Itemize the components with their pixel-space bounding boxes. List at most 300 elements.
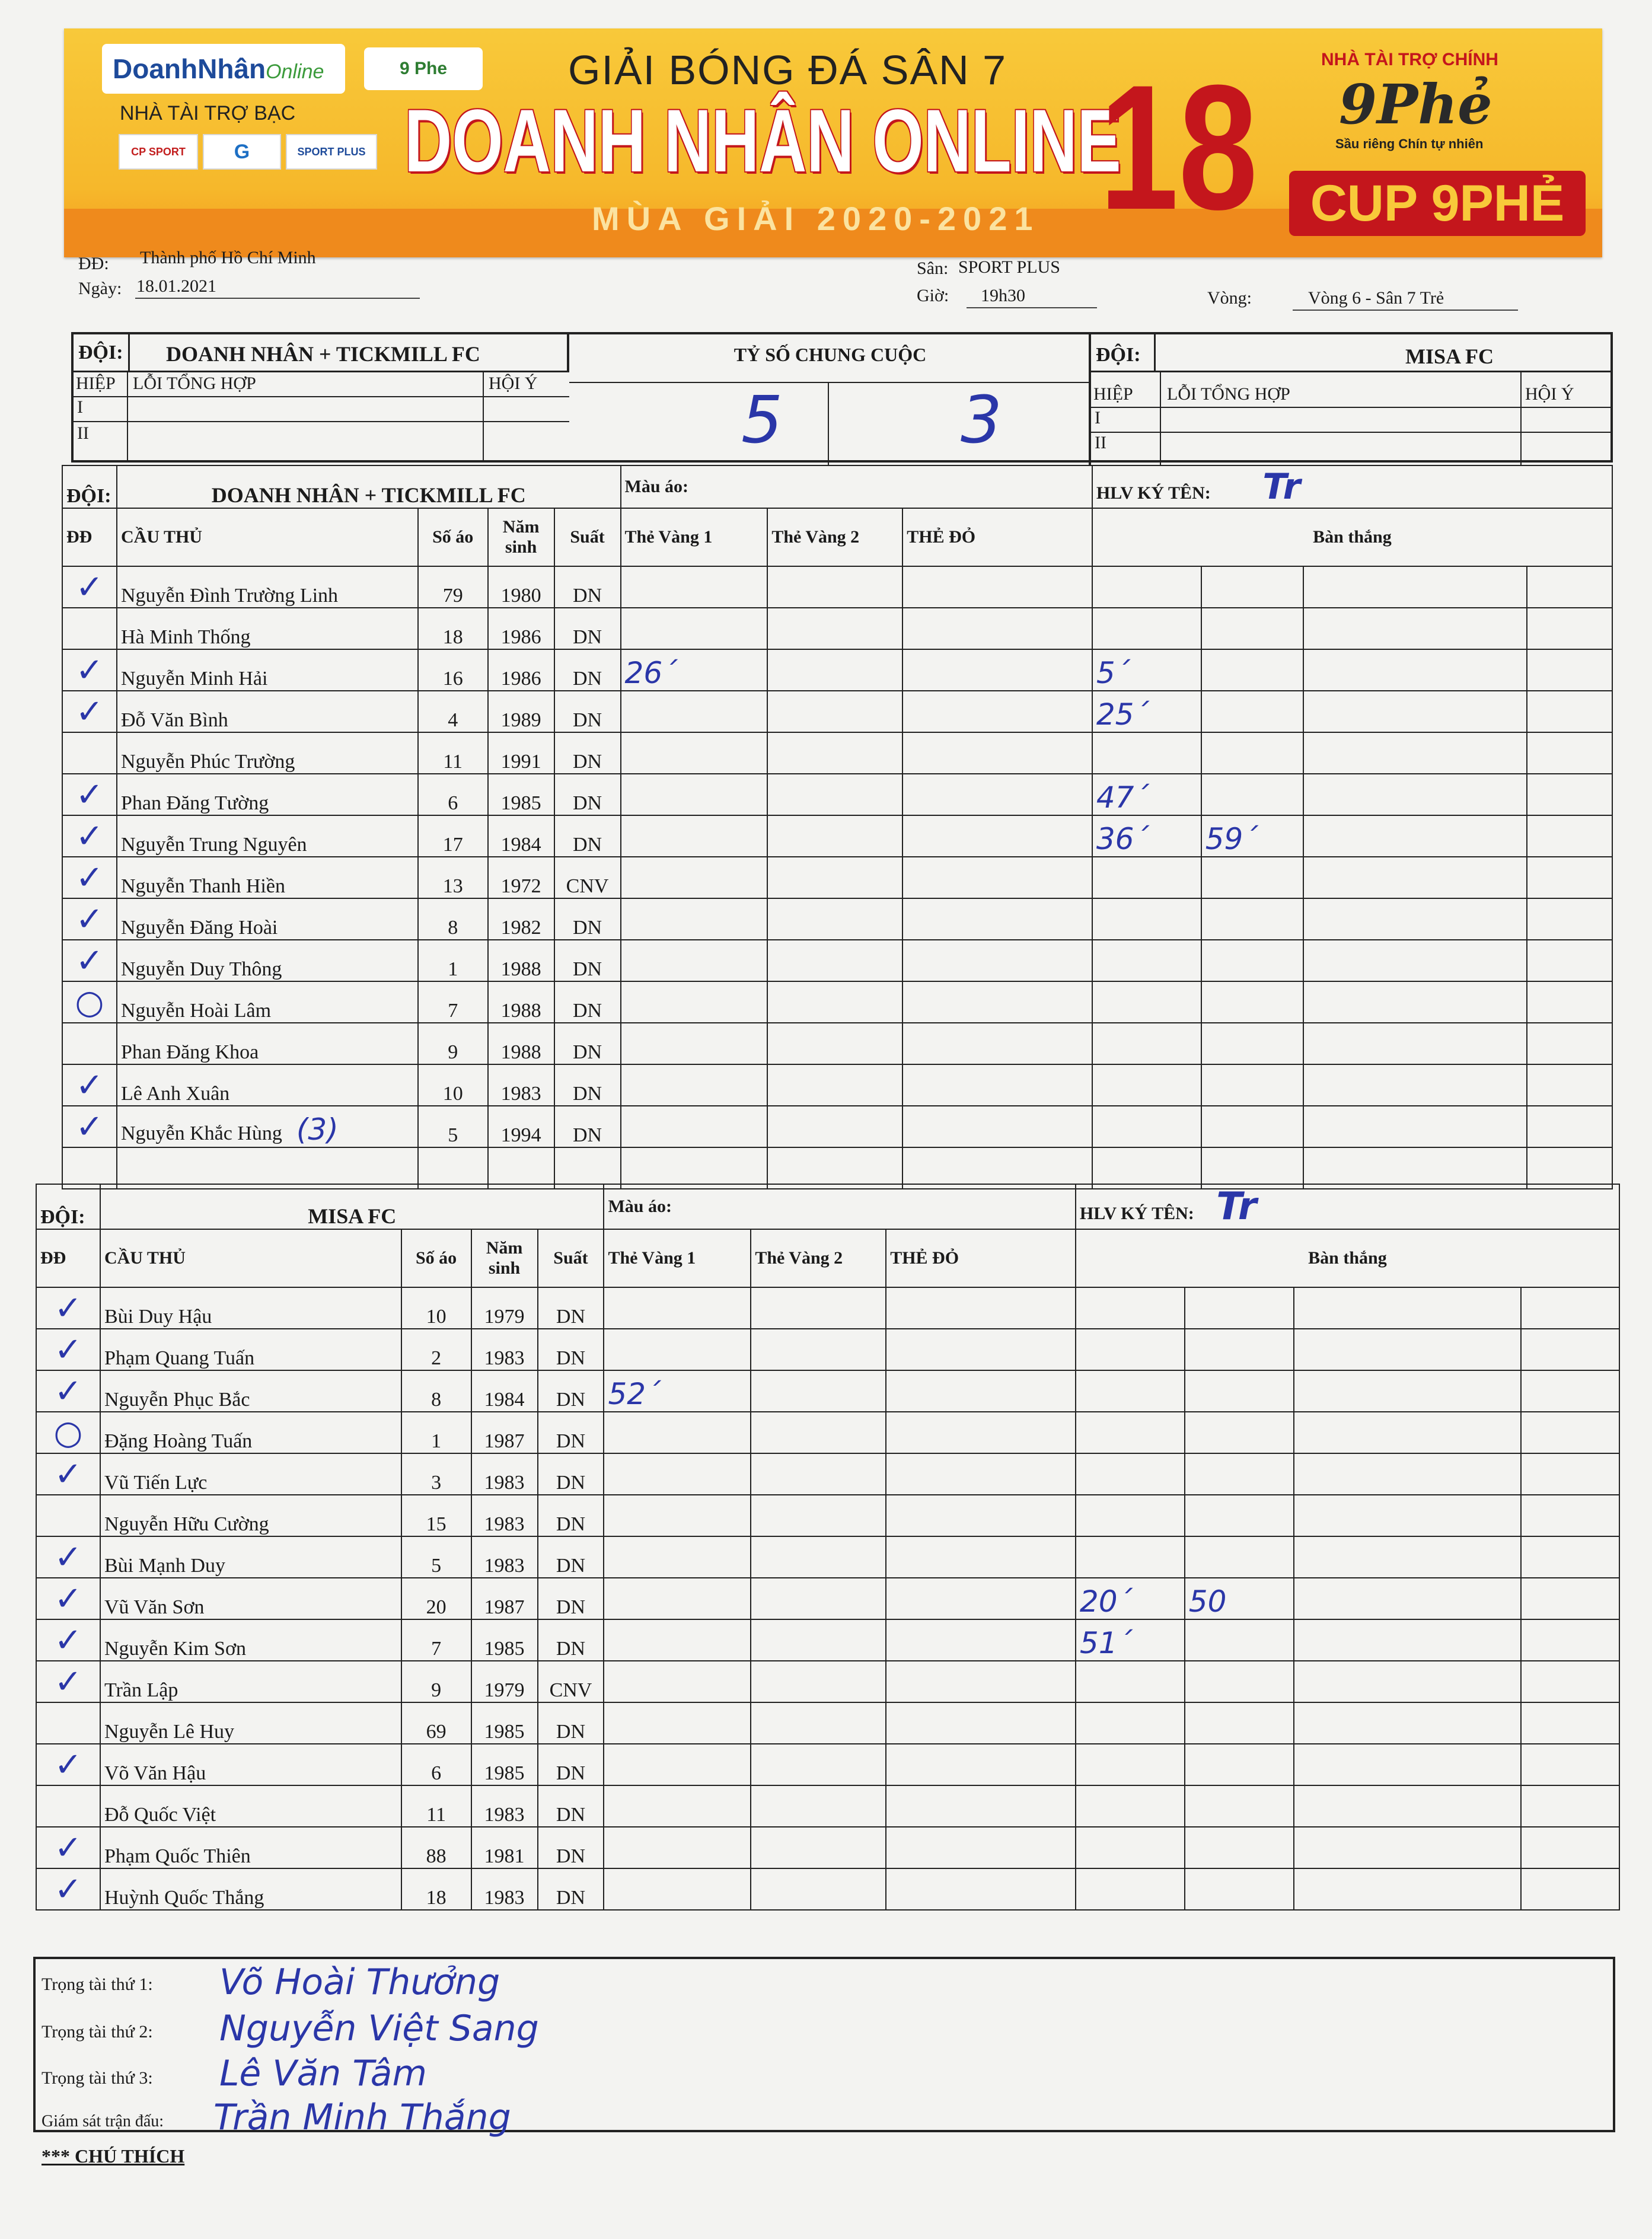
away-goal-2 <box>1185 1287 1294 1329</box>
away-player-name <box>100 1619 401 1661</box>
away-player-type <box>538 1661 604 1702</box>
score-away-team-label: ĐỘI: <box>1096 344 1141 366</box>
away-player-type-text: DN <box>556 1306 586 1328</box>
venue-value: SPORT PLUS <box>958 257 1060 277</box>
away-present-mark <box>36 1785 100 1827</box>
home-goal-2 <box>1201 815 1303 857</box>
away-red-card <box>886 1785 1076 1827</box>
away-player-type <box>538 1287 604 1329</box>
away-present-mark <box>36 1619 100 1661</box>
cup-name-text: CUP 9PHẺ <box>1310 175 1565 232</box>
score-home-half-label: HIỆP <box>76 374 116 393</box>
home-player-name <box>117 649 418 691</box>
away-yellow-card-2 <box>751 1412 886 1453</box>
home-player-type-text: DN <box>573 1083 602 1105</box>
score-home-team-name: DOANH NHÂN + TICKMILL FC <box>166 342 480 366</box>
away-goal-2 <box>1185 1370 1294 1412</box>
home-shirt-number-text: 4 <box>448 709 458 731</box>
away-goal-1-text: 20´ <box>1079 1584 1133 1619</box>
score-home-half-1: I <box>77 397 83 417</box>
home-player-type <box>554 691 621 732</box>
away-goal-4 <box>1521 1661 1619 1702</box>
home-shirt-number <box>418 1023 488 1064</box>
away-player-header: CẦU THỦ <box>100 1229 401 1287</box>
away-present-mark-text: ✓ <box>54 1455 82 1494</box>
away-goal-3 <box>1294 1453 1522 1495</box>
away-player-row <box>36 1619 1619 1661</box>
home-present-mark <box>62 1106 117 1147</box>
home-player-name-text: Phan Đăng Khoa <box>120 1041 259 1063</box>
home-goal-4 <box>1527 649 1612 691</box>
away-yellow-card-2 <box>751 1329 886 1370</box>
home-yellow2-header: Thẻ Vàng 2 <box>767 508 902 566</box>
home-goal-2 <box>1201 732 1303 774</box>
home-birth-year <box>488 691 554 732</box>
home-player-name <box>117 815 418 857</box>
home-player-name-text: Nguyễn Duy Thông <box>120 958 282 980</box>
home-goal-3 <box>1303 649 1527 691</box>
home-goal-2 <box>1201 1064 1303 1106</box>
away-goal-4 <box>1521 1495 1619 1536</box>
away-yellow-card-1 <box>604 1868 751 1910</box>
away-shirt-number-text: 15 <box>426 1513 447 1535</box>
home-birth-year <box>488 774 554 815</box>
home-shirt-number <box>418 1106 488 1147</box>
footnote: *** CHÚ THÍCH <box>42 2145 185 2167</box>
home-goal-2 <box>1201 566 1303 608</box>
away-yellow1-header: Thẻ Vàng 1 <box>604 1229 751 1287</box>
home-goal-1 <box>1092 1106 1201 1147</box>
away-goal-2 <box>1185 1329 1294 1370</box>
sponsor-g-logo: G <box>203 134 281 170</box>
away-shirt-number <box>401 1329 471 1370</box>
away-player-name-text: Đỗ Quốc Việt <box>104 1804 216 1826</box>
away-present-mark-text: ✓ <box>54 1662 82 1701</box>
home-player-type <box>554 898 621 940</box>
away-player-type-text: DN <box>556 1555 586 1577</box>
home-yellow-card-1 <box>621 1064 768 1106</box>
home-yellow-card-1 <box>621 608 768 649</box>
home-yellow-card-1 <box>621 1106 768 1147</box>
away-red-card <box>886 1744 1076 1785</box>
away-goal-4 <box>1521 1868 1619 1910</box>
away-yellow-card-2 <box>751 1453 886 1495</box>
main-sponsor-label: NHÀ TÀI TRỢ CHÍNH <box>1321 50 1498 69</box>
home-goal-1 <box>1092 732 1201 774</box>
away-birth-year <box>471 1287 538 1329</box>
home-goal-1-text: 36´ <box>1096 822 1149 856</box>
away-present-mark <box>36 1661 100 1702</box>
score-away-half-label: HIỆP <box>1093 384 1133 404</box>
home-present-mark <box>62 649 117 691</box>
away-roster-body <box>36 1287 1619 1910</box>
home-player-name <box>117 608 418 649</box>
away-birth-year-text: 1983 <box>484 1472 525 1494</box>
home-goal-4 <box>1527 1064 1612 1106</box>
away-present-mark-text: ✓ <box>54 1870 82 1909</box>
home-coach-cell <box>1092 465 1612 508</box>
away-red-card <box>886 1702 1076 1744</box>
home-shirt-number-text: 5 <box>448 1124 458 1146</box>
home-shirt-number <box>418 649 488 691</box>
away-number-header: Số áo <box>401 1229 471 1287</box>
away-shirt-number <box>401 1868 471 1910</box>
home-yellow-card-2 <box>767 691 902 732</box>
home-player-name-text: Hà Minh Thống <box>120 626 251 648</box>
away-present-mark <box>36 1287 100 1329</box>
away-shirt-number-text: 5 <box>431 1555 442 1577</box>
away-player-row <box>36 1702 1619 1744</box>
away-goal-4 <box>1521 1619 1619 1661</box>
away-shirt-number-text: 9 <box>431 1679 442 1701</box>
away-roster-table <box>36 1184 1620 1911</box>
away-present-mark-text: ✓ <box>54 1372 82 1411</box>
away-player-row <box>36 1578 1619 1619</box>
away-red-card <box>886 1661 1076 1702</box>
away-player-name <box>100 1329 401 1370</box>
home-goal-4 <box>1527 608 1612 649</box>
away-player-type <box>538 1702 604 1744</box>
away-birth-year <box>471 1661 538 1702</box>
home-red-card <box>902 940 1092 981</box>
home-goal-1 <box>1092 691 1201 732</box>
home-player-type <box>554 940 621 981</box>
score-table <box>71 332 1613 463</box>
home-player-name-text: Nguyễn Đăng Hoài <box>120 917 278 939</box>
home-goal-2 <box>1201 774 1303 815</box>
home-yellow-card-1 <box>621 1023 768 1064</box>
away-goal-1-text: 51´ <box>1079 1626 1133 1660</box>
home-shirt-number-text: 10 <box>442 1083 463 1105</box>
away-yellow-card-1 <box>604 1827 751 1868</box>
away-birth-year-text: 1983 <box>484 1804 525 1826</box>
away-player-name-text: Nguyễn Kim Sơn <box>104 1638 246 1660</box>
home-player-type <box>554 1023 621 1064</box>
home-player-type-text: DN <box>573 958 602 980</box>
away-shirt-number <box>401 1578 471 1619</box>
away-goal-4 <box>1521 1744 1619 1785</box>
home-shirt-number <box>418 1064 488 1106</box>
time-label: Giờ: <box>917 286 949 305</box>
away-shirt-number-text: 7 <box>431 1638 442 1660</box>
cup-name-badge <box>1289 171 1586 236</box>
home-type-header: Suất <box>554 508 621 566</box>
home-yellow-card-2 <box>767 815 902 857</box>
away-birth-year <box>471 1827 538 1868</box>
away-red-header: THẺ ĐỎ <box>886 1229 1076 1287</box>
main-sponsor-slogan: Sầu riêng Chín tự nhiên <box>1335 136 1484 151</box>
home-yellow-card-2 <box>767 1023 902 1064</box>
home-yellow-card-1 <box>621 981 768 1023</box>
away-birth-year-text: 1979 <box>484 1306 525 1328</box>
away-yellow-card-2 <box>751 1619 886 1661</box>
home-player-type-text: DN <box>573 1124 602 1146</box>
score-away-team-name: MISA FC <box>1405 345 1494 368</box>
home-red-card <box>902 649 1092 691</box>
away-player-name-text: Nguyễn Hữu Cường <box>104 1513 269 1535</box>
home-shirt-number-text: 11 <box>443 751 463 773</box>
away-goal-2 <box>1185 1453 1294 1495</box>
away-red-card <box>886 1536 1076 1578</box>
score-away-half-1: I <box>1095 408 1101 428</box>
home-present-mark <box>62 815 117 857</box>
away-goal-1 <box>1076 1495 1185 1536</box>
home-birth-year-text: 1988 <box>500 958 541 980</box>
home-player-name <box>117 691 418 732</box>
banner-season: MÙA GIẢI 2020-2021 <box>592 200 1040 237</box>
home-goal-1 <box>1092 1064 1201 1106</box>
home-player-name-text: Nguyễn Trung Nguyên <box>120 834 307 856</box>
home-player-type <box>554 608 621 649</box>
away-shirt-number <box>401 1785 471 1827</box>
home-shirt-number-text: 79 <box>442 585 463 607</box>
away-goal-3 <box>1294 1536 1522 1578</box>
away-player-name-text: Phạm Quốc Thiên <box>104 1845 251 1867</box>
away-goal-4 <box>1521 1578 1619 1619</box>
away-present-mark <box>36 1578 100 1619</box>
sponsor-cp-sport-logo: CP SPORT <box>119 134 198 170</box>
away-shirt-number-text: 6 <box>431 1762 442 1784</box>
referee2-name: Nguyễn Việt Sang <box>219 2008 539 2049</box>
home-birth-year <box>488 981 554 1023</box>
home-goal-1 <box>1092 608 1201 649</box>
home-player-row <box>62 608 1612 649</box>
away-goal-3 <box>1294 1578 1522 1619</box>
away-player-name <box>100 1453 401 1495</box>
home-player-type-text: DN <box>573 626 602 648</box>
away-player-name-text: Huỳnh Quốc Thắng <box>104 1887 264 1909</box>
home-shirt-number <box>418 815 488 857</box>
main-sponsor-name: 9Phẻ <box>1339 72 1492 136</box>
home-final-score: 5 <box>741 382 783 458</box>
home-yellow1-header: Thẻ Vàng 1 <box>621 508 768 566</box>
away-present-mark <box>36 1536 100 1578</box>
away-birth-year <box>471 1868 538 1910</box>
home-player-type <box>554 649 621 691</box>
away-goal-2 <box>1185 1412 1294 1453</box>
home-yellow-card-1 <box>621 815 768 857</box>
home-yellow-card-2 <box>767 732 902 774</box>
away-player-name <box>100 1785 401 1827</box>
away-yellow-card-1 <box>604 1785 751 1827</box>
away-goal-1 <box>1076 1827 1185 1868</box>
away-shirt-number-text: 20 <box>426 1596 447 1618</box>
away-birth-header: Năm sinh <box>471 1229 538 1287</box>
away-present-mark-text: ✓ <box>54 1538 82 1577</box>
home-birth-year-text: 1989 <box>500 709 541 731</box>
supervisor-name: Trần Minh Thắng <box>213 2097 511 2138</box>
home-goal-1-text: 25´ <box>1096 697 1149 732</box>
home-player-type <box>554 1064 621 1106</box>
home-player-type-text: DN <box>573 585 602 607</box>
away-present-mark-text: ✓ <box>54 1288 82 1328</box>
home-coach-label: HLV KÝ TÊN: <box>1096 483 1211 503</box>
home-goal-3 <box>1303 981 1527 1023</box>
away-yellow-card-2 <box>751 1495 886 1536</box>
home-player-row <box>62 566 1612 608</box>
home-player-type <box>554 1106 621 1147</box>
home-player-row <box>62 981 1612 1023</box>
away-player-name-text: Trần Lập <box>104 1679 178 1701</box>
home-player-name-text: Nguyễn Thanh Hiền <box>120 875 285 897</box>
home-goal-1-text: 47´ <box>1096 780 1149 815</box>
home-goal-2 <box>1201 691 1303 732</box>
away-present-mark <box>36 1744 100 1785</box>
away-goal-1 <box>1076 1661 1185 1702</box>
away-red-card <box>886 1495 1076 1536</box>
home-shirt-number-text: 17 <box>442 834 463 856</box>
home-team-label: ĐỘI: <box>62 465 117 508</box>
away-shirt-number <box>401 1287 471 1329</box>
away-player-name <box>100 1702 401 1744</box>
away-player-type-text: DN <box>556 1638 586 1660</box>
home-player-name-text: Nguyễn Khắc Hùng <box>120 1122 282 1144</box>
home-goal-4 <box>1527 940 1612 981</box>
away-yellow-card-1 <box>604 1744 751 1785</box>
away-yellow-card-2 <box>751 1785 886 1827</box>
away-player-type-text: DN <box>556 1845 586 1867</box>
home-yellow-card-2 <box>767 1106 902 1147</box>
home-player-name-text: Phan Đăng Tường <box>120 792 269 814</box>
home-player-name <box>117 1064 418 1106</box>
banner-title-line1: GIẢI BÓNG ĐÁ SÂN 7 <box>568 47 1007 93</box>
home-birth-year-text: 1986 <box>500 626 541 648</box>
away-yellow-card-1 <box>604 1619 751 1661</box>
home-shirt-number <box>418 566 488 608</box>
home-shirt-number-text: 6 <box>448 792 458 814</box>
away-birth-year-text: 1984 <box>484 1389 525 1411</box>
away-goal-2 <box>1185 1785 1294 1827</box>
away-player-type <box>538 1744 604 1785</box>
referee3-label: Trọng tài thứ 3: <box>42 2068 153 2088</box>
away-goal-1 <box>1076 1785 1185 1827</box>
away-birth-year <box>471 1495 538 1536</box>
away-player-name <box>100 1827 401 1868</box>
referee2-label: Trọng tài thứ 2: <box>42 2022 153 2042</box>
away-yellow-card-2 <box>751 1702 886 1744</box>
away-present-mark <box>36 1495 100 1536</box>
home-birth-year <box>488 649 554 691</box>
away-goal-1 <box>1076 1287 1185 1329</box>
away-goal-2 <box>1185 1495 1294 1536</box>
home-player-name <box>117 732 418 774</box>
away-goal-2 <box>1185 1661 1294 1702</box>
home-present-mark-text: ✓ <box>75 816 104 856</box>
referee3-name: Lê Văn Tâm <box>219 2053 427 2094</box>
away-goal-1 <box>1076 1329 1185 1370</box>
home-player-type <box>554 981 621 1023</box>
away-goal-4 <box>1521 1827 1619 1868</box>
home-birth-year <box>488 1023 554 1064</box>
away-player-name <box>100 1412 401 1453</box>
away-goal-3 <box>1294 1287 1522 1329</box>
brand-logo <box>102 44 345 94</box>
away-goal-2-text: 50 <box>1188 1584 1227 1619</box>
away-yellow-card-1 <box>604 1495 751 1536</box>
home-red-card <box>902 815 1092 857</box>
home-goal-1 <box>1092 566 1201 608</box>
away-shirt-number-text: 69 <box>426 1721 447 1743</box>
home-player-note: (3) <box>296 1112 339 1147</box>
away-goal-4 <box>1521 1287 1619 1329</box>
home-player-name-text: Nguyễn Hoài Lâm <box>120 1000 272 1022</box>
home-yellow-card-2 <box>767 608 902 649</box>
away-player-type <box>538 1868 604 1910</box>
home-red-card <box>902 691 1092 732</box>
home-shirt-number-text: 16 <box>442 668 463 690</box>
away-shirt-number <box>401 1412 471 1453</box>
away-goal-4 <box>1521 1702 1619 1744</box>
final-score-label: TỶ SỐ CHUNG CUỘC <box>733 344 927 365</box>
away-coach-label: HLV KÝ TÊN: <box>1079 1204 1194 1223</box>
home-shirt-number <box>418 940 488 981</box>
score-away-fouls-label: LỖI TỔNG HỢP <box>1167 384 1290 404</box>
away-player-name <box>100 1661 401 1702</box>
away-birth-year-text: 1985 <box>484 1638 525 1660</box>
score-home-fouls-label: LỖI TỔNG HỢP <box>133 374 256 393</box>
away-birth-year-text: 1987 <box>484 1430 525 1452</box>
home-player-row <box>62 857 1612 898</box>
location-label: ĐĐ: <box>78 254 109 273</box>
home-birth-year <box>488 732 554 774</box>
home-goal-4 <box>1527 981 1612 1023</box>
away-player-type <box>538 1827 604 1868</box>
home-player-name <box>117 774 418 815</box>
home-yellow-card-2 <box>767 566 902 608</box>
home-yellow-card-2 <box>767 774 902 815</box>
home-goal-4 <box>1527 566 1612 608</box>
home-present-mark-text: ✓ <box>75 858 104 897</box>
banner-edition-number: 18 <box>1099 47 1258 247</box>
home-roster-body <box>62 566 1612 1147</box>
away-goal-1 <box>1076 1412 1185 1453</box>
away-goal-3 <box>1294 1661 1522 1702</box>
away-shirt-number-text: 88 <box>426 1845 447 1867</box>
score-home-team-label: ĐỘI: <box>78 342 123 363</box>
home-goal-3 <box>1303 1023 1527 1064</box>
home-player-type <box>554 774 621 815</box>
silver-sponsor-label: NHÀ TÀI TRỢ BẠC <box>120 102 296 125</box>
away-player-name <box>100 1536 401 1578</box>
home-present-mark <box>62 566 117 608</box>
away-player-row <box>36 1661 1619 1702</box>
away-player-type-text: DN <box>556 1596 586 1618</box>
home-goal-3 <box>1303 1064 1527 1106</box>
venue-label: Sân: <box>917 259 949 278</box>
away-player-type-text: CNV <box>549 1679 592 1701</box>
home-player-row <box>62 774 1612 815</box>
home-present-mark <box>62 732 117 774</box>
home-red-card <box>902 898 1092 940</box>
home-goal-3 <box>1303 815 1527 857</box>
away-player-type <box>538 1329 604 1370</box>
home-shirt-number <box>418 898 488 940</box>
away-goal-4 <box>1521 1412 1619 1453</box>
away-final-score: 3 <box>961 382 1002 458</box>
away-player-name-text: Bùi Duy Hậu <box>104 1306 212 1328</box>
away-shirt-number <box>401 1827 471 1868</box>
home-player-type-text: DN <box>573 834 602 856</box>
away-goal-3 <box>1294 1619 1522 1661</box>
home-player-row <box>62 1064 1612 1106</box>
away-player-name-text: Bùi Mạnh Duy <box>104 1555 225 1577</box>
home-goal-1-text: 5´ <box>1096 656 1130 690</box>
away-birth-year <box>471 1578 538 1619</box>
home-player-name-text: Lê Anh Xuân <box>120 1083 230 1105</box>
home-present-mark <box>62 940 117 981</box>
away-shirt-number <box>401 1536 471 1578</box>
away-red-card <box>886 1453 1076 1495</box>
